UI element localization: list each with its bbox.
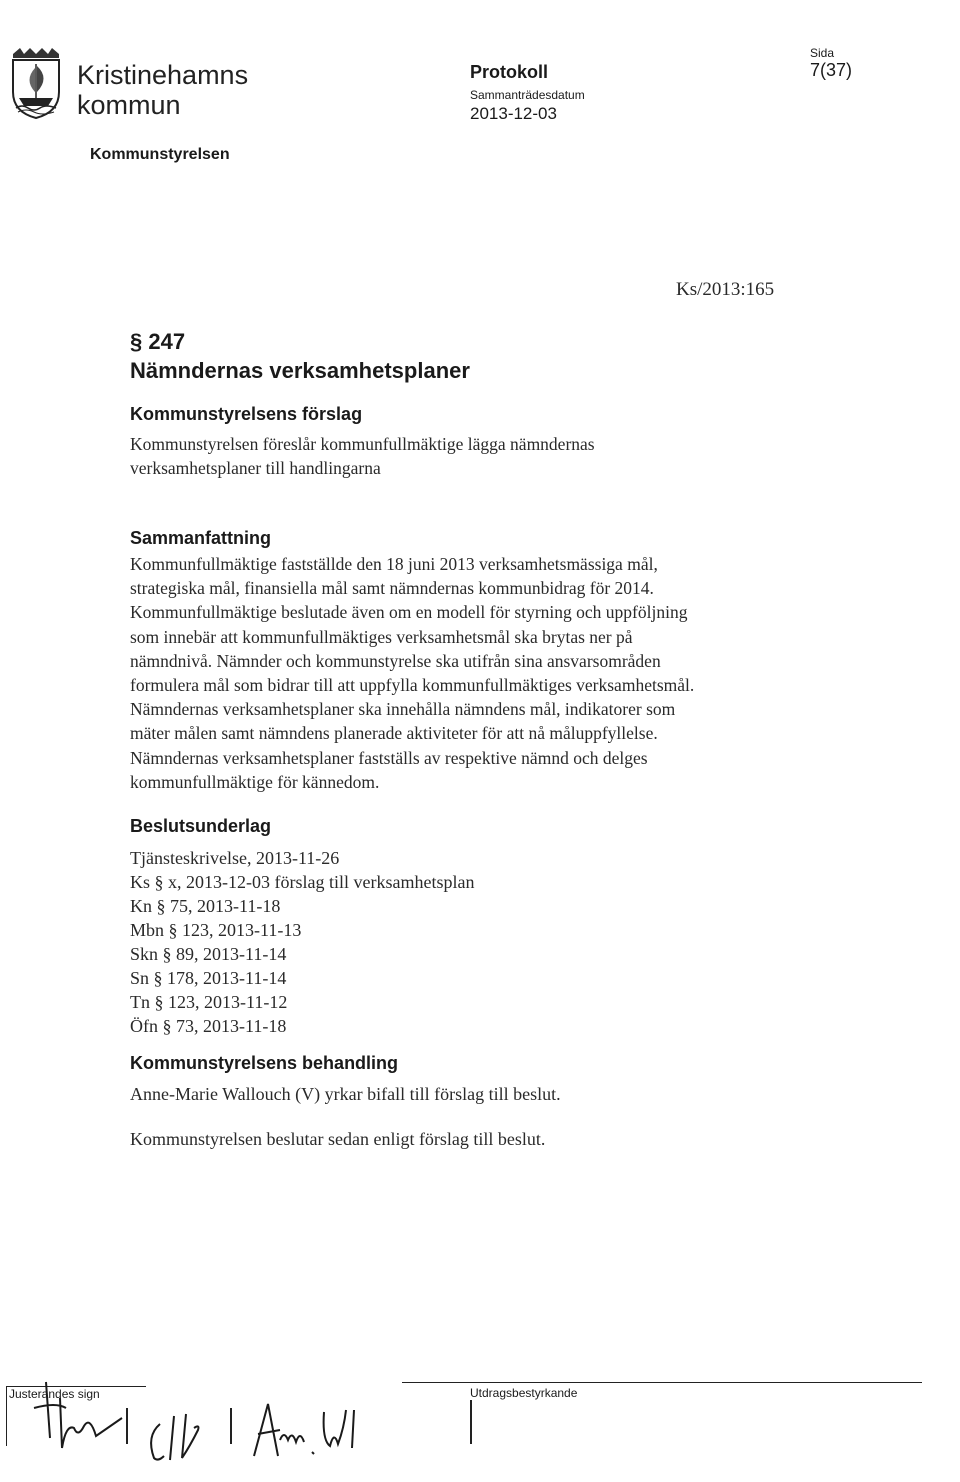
text-line: nämndnivå. Nämnder och kommunstyrelse ska utifrån sina ansvarsområden [130, 650, 661, 671]
list-item: Skn § 89, 2013-11-14 [130, 944, 287, 964]
meeting-date-label: Sammanträdesdatum [470, 88, 585, 102]
text-line: Nämndernas verksamhetsplaner ska innehålla nämndens mål, indikatorer som [130, 699, 676, 720]
text-line: kommunfullmäktige för kännedom. [130, 771, 380, 792]
org-name-line2: kommun [77, 90, 181, 120]
text-line: Kommunfullmäktige fastställde den 18 juni 2013 verksamhetsmässiga mål, [130, 554, 658, 574]
text-line: som innebär att kommunfullmäktiges verksamhetsmål ska brytas ner på [130, 626, 633, 647]
heading-behandling: Kommunstyrelsens behandling [130, 1053, 399, 1073]
text-line: formulera mål som bidrar till att uppfylla kommunfullmäktiges verksamhetsmål. [130, 675, 695, 696]
signature-3 [240, 1400, 370, 1460]
footer-box-left [6, 1386, 7, 1446]
list-item: Tjänsteskrivelse, 2013-11-26 [130, 848, 340, 868]
case-number: Ks/2013:165 [676, 279, 775, 300]
list-item: Kn § 75, 2013-11-18 [130, 896, 281, 916]
list-item: Öfn § 73, 2013-11-18 [130, 1016, 287, 1036]
section-number: § 247 [130, 329, 186, 354]
org-name-line1: Kristinehamns [77, 60, 249, 90]
signature-1 [26, 1378, 126, 1458]
decision-text: Kommunstyrelsen beslutar sedan enligt förslag till beslut. [130, 1129, 546, 1149]
list-item: Sn § 178, 2013-11-14 [130, 968, 287, 988]
text-line: Kommunfullmäktige beslutade även om en modell för styrning och uppföljning [130, 602, 688, 623]
list-item: Ks § x, 2013-12-03 förslag till verksamhetsplan [130, 872, 475, 892]
text-line: Kommunstyrelsen föreslår kommunfullmäktige lägga nämndernas [130, 434, 595, 454]
page-label: Sida [810, 46, 835, 60]
list-item: Mbn § 123, 2013-11-13 [130, 920, 302, 940]
text-line: strategiska mål, finansiella mål samt nämndernas kommunbidrag för 2014. [130, 578, 654, 599]
heading-forslag: Kommunstyrelsens förslag [130, 404, 363, 424]
utdragsbestyrkande-label: Utdragsbestyrkande [470, 1386, 578, 1400]
meeting-date: 2013-12-03 [470, 104, 557, 123]
text-line: mäter målen samt nämndens planerade aktiviteter för att nå måluppfyllelse. [130, 723, 658, 744]
signature-2 [140, 1406, 220, 1464]
list-item: Tn § 123, 2013-11-12 [130, 992, 288, 1012]
footer-divider [402, 1382, 922, 1383]
coat-of-arms-logo [10, 46, 62, 120]
heading-sammanfattning: Sammanfattning [130, 528, 272, 548]
section-title: Nämndernas verksamhetsplaner [130, 358, 470, 383]
forslag-paragraph [130, 432, 810, 480]
organization-name [77, 60, 248, 120]
text-line: Nämndernas verksamhetsplaner fastställs av respektive nämnd och delges [130, 747, 648, 768]
sammanfattning-paragraph [130, 552, 810, 794]
sign-separator [470, 1400, 472, 1444]
beslutsunderlag-list [130, 846, 810, 1038]
sign-separator [230, 1408, 232, 1444]
heading-beslutsunderlag: Beslutsunderlag [130, 816, 272, 836]
sign-separator [126, 1408, 128, 1444]
justerandes-sign-label: Justerandes sign [9, 1387, 100, 1401]
body-name: Kommunstyrelsen [90, 146, 230, 163]
page-number: 7(37) [810, 60, 853, 80]
text-line: verksamhetsplaner till handlingarna [130, 458, 381, 478]
document-type: Protokoll [470, 62, 549, 82]
behandling-text: Anne-Marie Wallouch (V) yrkar bifall till förslag till beslut. [130, 1084, 561, 1104]
